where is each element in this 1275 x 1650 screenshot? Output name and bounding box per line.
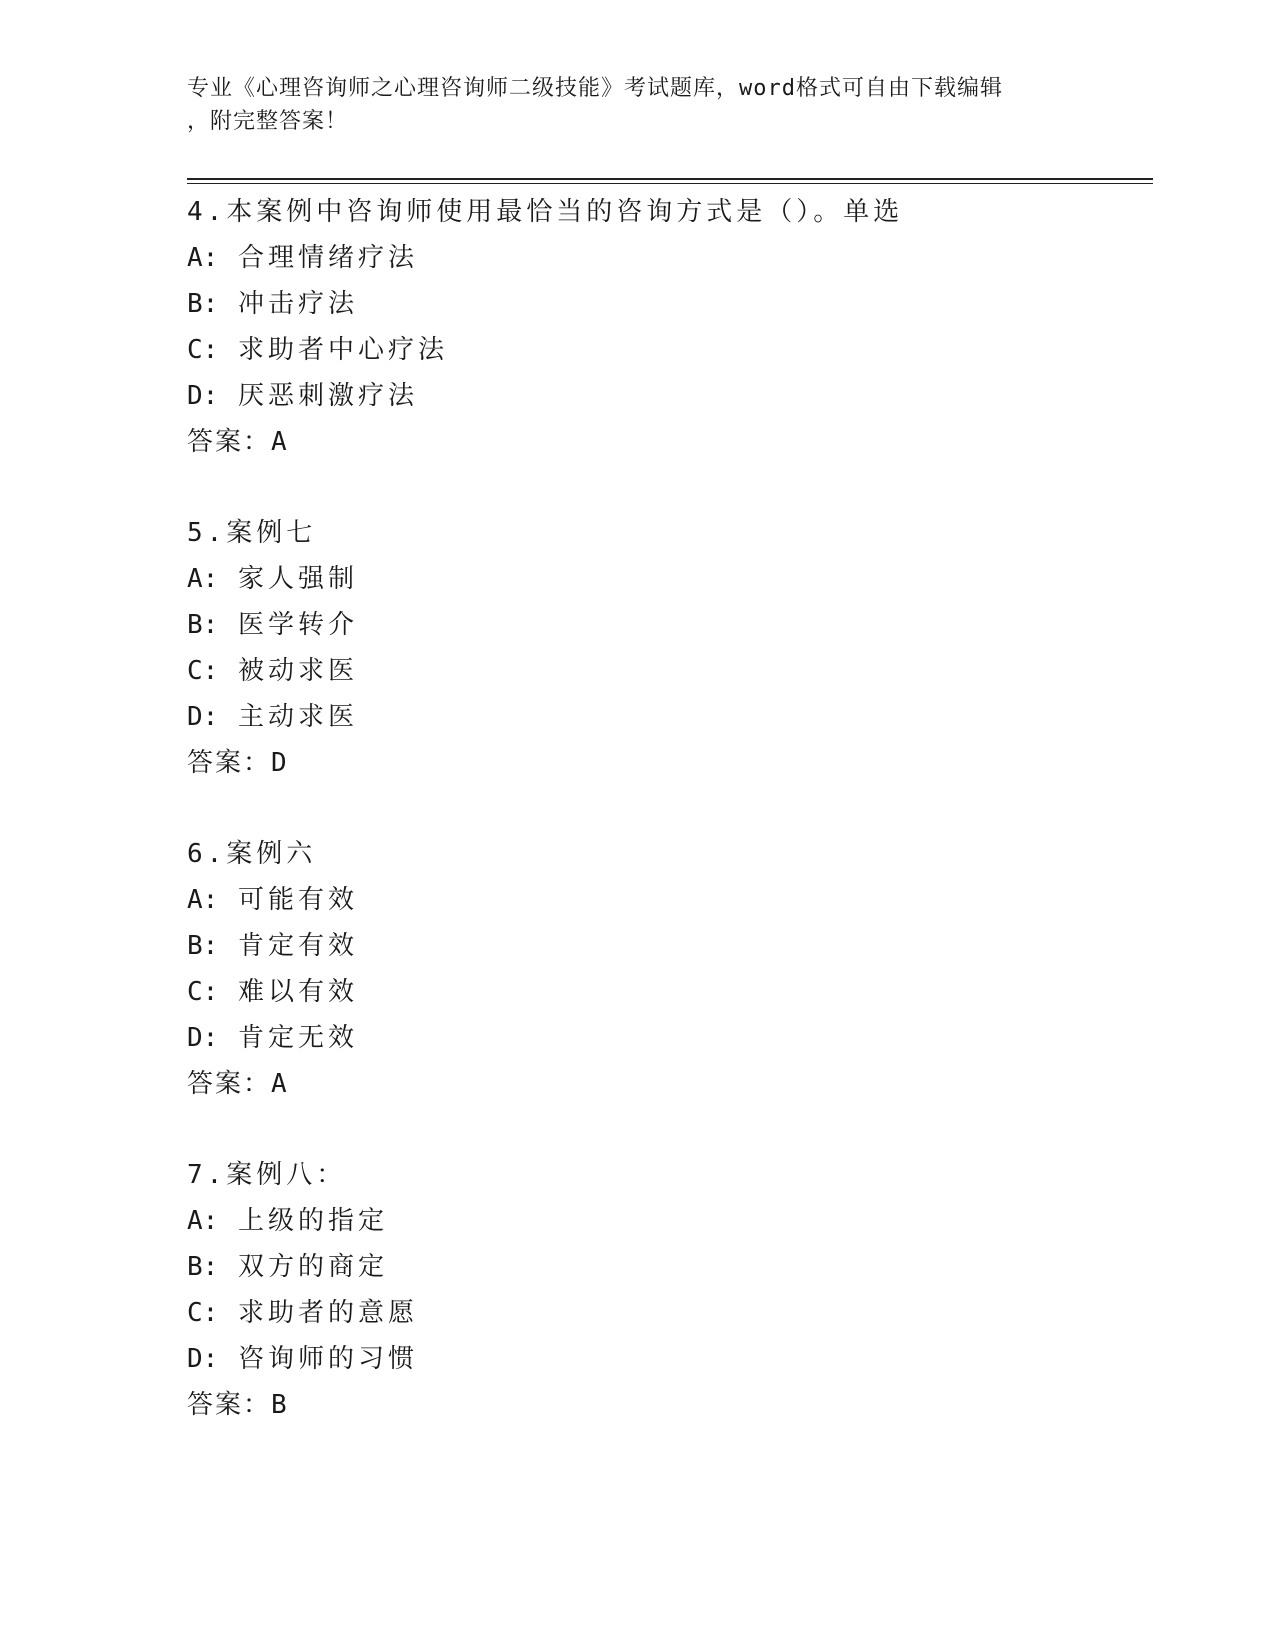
option-d	[187, 694, 1153, 740]
option-b	[187, 1244, 1153, 1290]
question-title: 7.案例八：	[187, 1160, 347, 1190]
header-divider-thin	[187, 183, 1153, 184]
answer-line	[187, 1382, 1153, 1428]
option-text: 难以有效	[237, 977, 358, 1007]
option-text: 家人强制	[237, 564, 358, 594]
option-text: 肯定有效	[237, 931, 358, 961]
option-b	[187, 602, 1153, 648]
option-text: 肯定无效	[237, 1023, 358, 1053]
question-list	[187, 189, 1153, 1473]
answer-label: 答案：	[187, 748, 272, 778]
option-letter: C:	[187, 977, 219, 1007]
option-text: 冲击疗法	[237, 289, 358, 319]
question-block	[187, 831, 1153, 1107]
option-letter: A:	[187, 243, 219, 273]
answer-value: B	[271, 1390, 288, 1420]
option-letter: B:	[187, 1252, 219, 1282]
option-letter: B:	[187, 931, 219, 961]
option-c	[187, 327, 1153, 373]
option-c	[187, 648, 1153, 694]
option-letter: D:	[187, 1344, 219, 1374]
option-text: 求助者中心疗法	[237, 335, 448, 365]
question-title: 5.案例七	[187, 518, 317, 548]
option-text: 被动求医	[237, 656, 358, 686]
header-line-2: ，附完整答案！	[187, 109, 349, 134]
header-line-1: 专业《心理咨询师之心理咨询师二级技能》考试题库，word格式可自由下载编辑	[187, 76, 1003, 101]
option-letter: A:	[187, 885, 219, 915]
option-text: 合理情绪疗法	[237, 243, 418, 273]
option-letter: B:	[187, 610, 219, 640]
question-title: 4.本案例中咨询师使用最恰当的咨询方式是（）。单选	[187, 197, 904, 227]
option-d	[187, 1336, 1153, 1382]
option-letter: A:	[187, 564, 219, 594]
option-text: 可能有效	[237, 885, 358, 915]
option-letter: C:	[187, 335, 219, 365]
option-letter: D:	[187, 381, 219, 411]
answer-value: A	[271, 427, 288, 457]
option-letter: A:	[187, 1206, 219, 1236]
answer-value: A	[271, 1069, 288, 1099]
answer-line	[187, 419, 1153, 465]
option-letter: C:	[187, 656, 219, 686]
document-header	[187, 72, 1067, 138]
option-letter: B:	[187, 289, 219, 319]
question-block	[187, 189, 1153, 465]
option-text: 求助者的意愿	[237, 1298, 418, 1328]
option-d	[187, 373, 1153, 419]
option-a	[187, 235, 1153, 281]
option-text: 双方的商定	[237, 1252, 388, 1282]
option-d	[187, 1015, 1153, 1061]
question-title: 6.案例六	[187, 839, 317, 869]
question-block	[187, 510, 1153, 786]
answer-line	[187, 1061, 1153, 1107]
option-a	[187, 556, 1153, 602]
answer-value: D	[271, 748, 288, 778]
option-text: 主动求医	[237, 702, 358, 732]
answer-label: 答案：	[187, 1390, 272, 1420]
option-letter: D:	[187, 1023, 219, 1053]
option-text: 厌恶刺激疗法	[237, 381, 418, 411]
answer-line	[187, 740, 1153, 786]
option-text: 咨询师的习惯	[237, 1344, 418, 1374]
option-c	[187, 1290, 1153, 1336]
option-text: 医学转介	[237, 610, 358, 640]
option-a	[187, 877, 1153, 923]
option-a	[187, 1198, 1153, 1244]
option-b	[187, 923, 1153, 969]
option-letter: C:	[187, 1298, 219, 1328]
answer-label: 答案：	[187, 1069, 272, 1099]
answer-label: 答案：	[187, 427, 272, 457]
question-block	[187, 1152, 1153, 1428]
option-text: 上级的指定	[237, 1206, 388, 1236]
option-b	[187, 281, 1153, 327]
option-letter: D:	[187, 702, 219, 732]
option-c	[187, 969, 1153, 1015]
header-divider-thick	[187, 178, 1153, 180]
